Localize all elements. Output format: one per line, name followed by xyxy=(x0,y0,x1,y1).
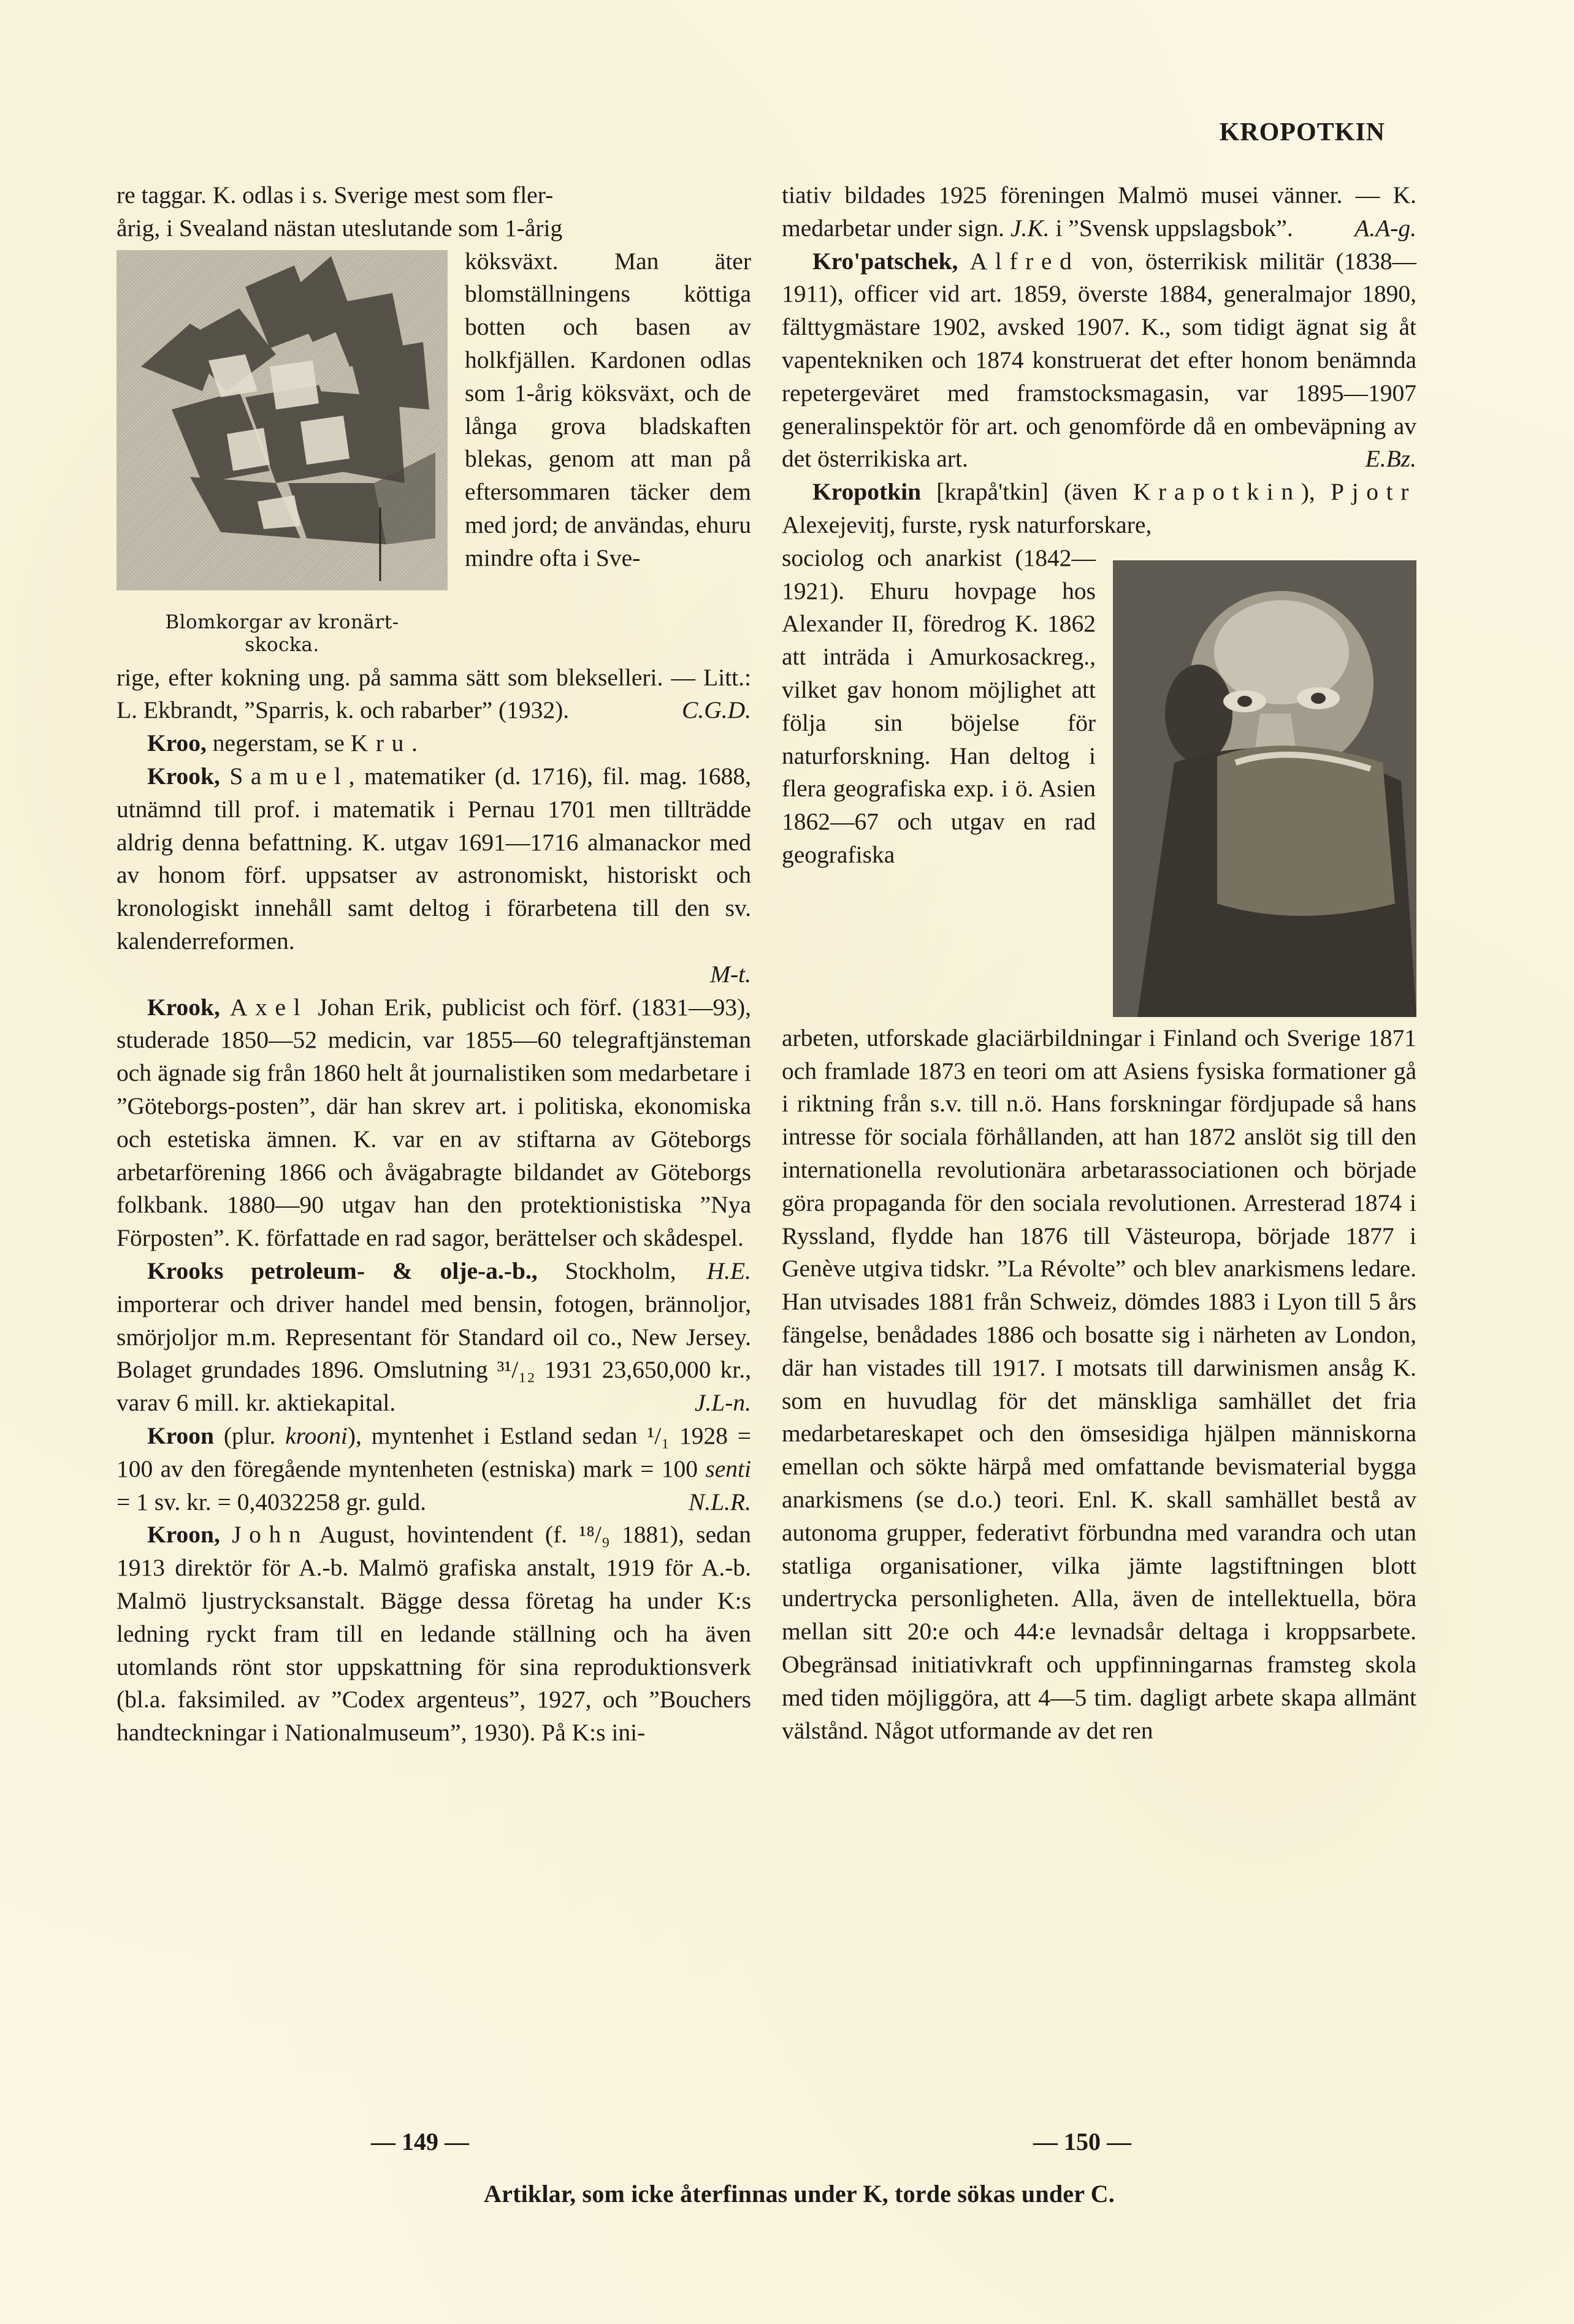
signature: A.A-g. xyxy=(1354,214,1416,242)
portrait-photo-icon xyxy=(1113,560,1416,1017)
kropotkin-wrapped-text: sociolog och anarkist (1842—1921). Ehuru hovpage hos Alexander II, föredrog K. 1862 att inträda i Amurkosackreg., vilket gav honom möjlighet att följa sin böjelse för naturforskning. Han deltog i flera geografiska exp. i ö. Asien 1862—67 och utgav en rad geografiska xyxy=(782,544,1096,868)
spaced-name: John xyxy=(232,1521,309,1549)
entry-kropatschek: Kro'patschek, Alfred von, österrikisk militär (1838—1911), officer vid art. 1859, överste 1884, generalmajor 1890, fälttygmästare 1902, avsked 1907. K., som tidigt ägnat sig åt vapentekniken och 1874 konstruerat det efter honom benämnda repetergeväret med framstocksmagasin, var 1895—1907 generalinspektör för art. och genomförde då en ombeväpning av det österrikiska art. E.Bz. xyxy=(782,245,1416,476)
wrapped-text: köksväxt. Man äter blomställningens köttiga botten och basen av holkfjällen. Kardonen odlas som 1-årig köksväxt, och de långa grova bladskaften blekas, genom att man på eftersommaren täcker dem med jord; de användas, ehuru mindre ofta i Sve- xyxy=(465,247,751,571)
spaced-name: Alfred xyxy=(969,247,1080,275)
right-column xyxy=(782,179,1416,1747)
headword: Kroon, xyxy=(147,1521,220,1549)
entry-krook-samuel: Krook, Samuel, matematiker (d. 1716), fil. mag. 1688, utnämnd till prof. i matematik i Pernau 1701 men tillträdde aldrig denna befattning. K. utgav 1691—1716 almanackor med av honom förf. uppsatser av astronomiskt, historiskt och kronologiskt innehåll samt deltog i förarbetena till den sv. kalenderreformen. M-t. xyxy=(117,762,751,988)
headword: Krooks petroleum- & olje-a.-b., xyxy=(147,1257,538,1284)
intro-line-1: re taggar. K. odlas i s. Sverige mest som fler- xyxy=(117,181,554,208)
left-column xyxy=(117,179,751,1750)
page-number-right: — 150 — xyxy=(1033,2128,1131,2155)
running-head: KROPOTKIN xyxy=(1219,118,1385,147)
artichoke-figure xyxy=(117,250,448,657)
signature: C.G.D. xyxy=(681,696,751,724)
spaced-name: Axel xyxy=(229,993,308,1021)
cross-reference-link[interactable]: Kru xyxy=(350,730,412,757)
signature: M-t. xyxy=(710,960,751,988)
entry-krook-axel: Krook, Axel Johan Erik, publicist och förf. (1831—93), studerade 1850—52 medicin, var 1855—60 telegraftjänsteman och ägnade sig från 1860 helt åt journalistiken som medarbetare i ”Göteborgs-posten”, där han skrev art. i politiska, ekonomiska och estetiska ämnen. K. var en av stiftarna av Göteborgs arbetarförening 1866 och åvägabragte bildandet av Göteborgs folkbank. 1880—90 utgav han den protektionistiska ”Nya Förposten”. K. författade en rad sagor, berättelser och skådespel. H.E. xyxy=(117,991,751,1255)
signature: H.E. xyxy=(706,1257,751,1284)
headword: Kropotkin xyxy=(812,478,922,506)
entry-kropotkin: Kropotkin [krapå'tkin] (även Krapotkin), Pjotr Alexejevitj, furste, rysk naturforskare, xyxy=(782,478,1416,538)
artichoke-illustration xyxy=(117,250,448,590)
headword: Krook, xyxy=(147,993,220,1021)
kropotkin-portrait-figure xyxy=(1113,560,1416,1017)
spaced-name: Samuel xyxy=(229,762,349,790)
headword: Krook, xyxy=(147,762,220,790)
entry-krooks-petroleum: Krooks petroleum- & olje-a.-b., Stockholm, importerar och driver handel med bensin, fotogen, brännoljor, smörjoljor m.m. Representant för Standard oil co., New Jersey. Bolaget grundades 1896. Omslutning ³¹/₁₂ 1931 23,650,000 kr., varav 6 mill. kr. aktiekapital. J.L-n. xyxy=(117,1255,751,1420)
page-number-left: — 149 — xyxy=(371,2128,469,2155)
kropotkin-body-text: arbeten, utforskade glaciärbildningar i Finland och Sverige 1871 och framlade 1873 en teori om att Asiens fysiska formationer gå i riktning från s.v. till n.ö. Hans forskningar fördjupade så hans intresse för sociala förhållanden, att han 1872 anslöt sig till den internationella revolutionära arbetarassociationen och började göra propaganda för den sociala revolutionen. Arresterad 1874 i Ryssland, flydde han 1876 till Västeuropa, började 1877 i Genève utgiva tidskr. ”La Révolte” och blev anarkismens ledare. Han utvisades 1881 från Schweiz, dömdes 1883 i Lyon till 5 års fängelse, benådades 1886 och bosatte sig i närheten av London, där han vistades till 1917. I motsats till darwinismen ansåg K. som en huvudlag för det mänskliga samhället det fria medarbetareskapet och den ömsesidiga hjälpen människorna emellan och sökte härpå med omfattande bevismaterial bygga anarkismens (se d.o.) teori. Enl. K. skall samhället bestå av autonoma grupper, federativt förbundna med varandra och utan statliga organisationer, vilka jämte lagstiftningen blott undertrycka personligheten. Alla, även de intellektuella, böra mellan sitt 20:e och 44:e levnadsår deltaga i kroppsarbete. Obegränsad initiativkraft och uppfinningarnas framsteg skola med tiden möjliggöra, att 4—5 tim. dagligt arbete skapa allmänt välstånd. Något utformande av det ren xyxy=(782,1024,1416,1744)
intro-line-2: årig, i Svealand nästan uteslutande som 1-årig xyxy=(117,214,563,242)
figure-caption: Blomkorgar av kronärt- skocka. xyxy=(165,611,399,656)
alt-name: Krapotkin xyxy=(1133,478,1301,506)
headword: Kroon xyxy=(147,1422,215,1449)
signature: J.L-n. xyxy=(694,1389,751,1417)
entry-kroon-john: Kroon, John August, hovintendent (f. ¹⁸/₉ 1881), sedan 1913 direktör för A.-b. Malmö grafiska anstalt, 1919 för A.-b. Malmö ljustrycksanstalt. Bägge dessa företag ha under K:s ledning ryckt fram till en ledande ställning och ha även utomlands rönt stor uppskattning för sina reproduktionsverk (bl.a. faksimiled. av ”Codex argenteus”, 1927, och ”Bouchers handteckningar i Nationalmuseum”, 1930). På K:s ini- xyxy=(117,1521,752,1747)
kropotkin-portrait xyxy=(1113,560,1416,1017)
headword: Kroo, xyxy=(147,730,207,757)
artichoke-drawing-icon xyxy=(117,250,448,590)
continued-text: rige, efter kokning ung. på samma sätt som blekselleri. — Litt.: L. Ekbrandt, ”Sparris, k. och rabarber” (1932). C.G.D. xyxy=(117,661,751,728)
footer-note: Artiklar, som icke återfinnas under K, torde sökas under C. xyxy=(484,2180,1115,2208)
entry-kroon-currency: Kroon (plur. krooni), myntenhet i Estland sedan ¹/₁ 1928 = 100 av den föregående myntenheten (estniska) mark = 100 senti = 1 sv. kr. = 0,4032258 gr. guld. N.L.R. xyxy=(117,1420,751,1518)
spaced-name: Pjotr xyxy=(1330,478,1416,506)
entry-kroo: Kroo, negerstam, se Kru. xyxy=(147,730,418,757)
headword: Kro'patschek, xyxy=(812,247,958,275)
signature: N.L.R. xyxy=(688,1488,751,1515)
continued-text: tiativ bildades 1925 föreningen Malmö musei vänner. — K. medarbetar under sign. J.K. i ”Svensk uppslagsbok”. A.A-g. xyxy=(782,179,1416,245)
signature: E.Bz. xyxy=(1365,445,1416,473)
